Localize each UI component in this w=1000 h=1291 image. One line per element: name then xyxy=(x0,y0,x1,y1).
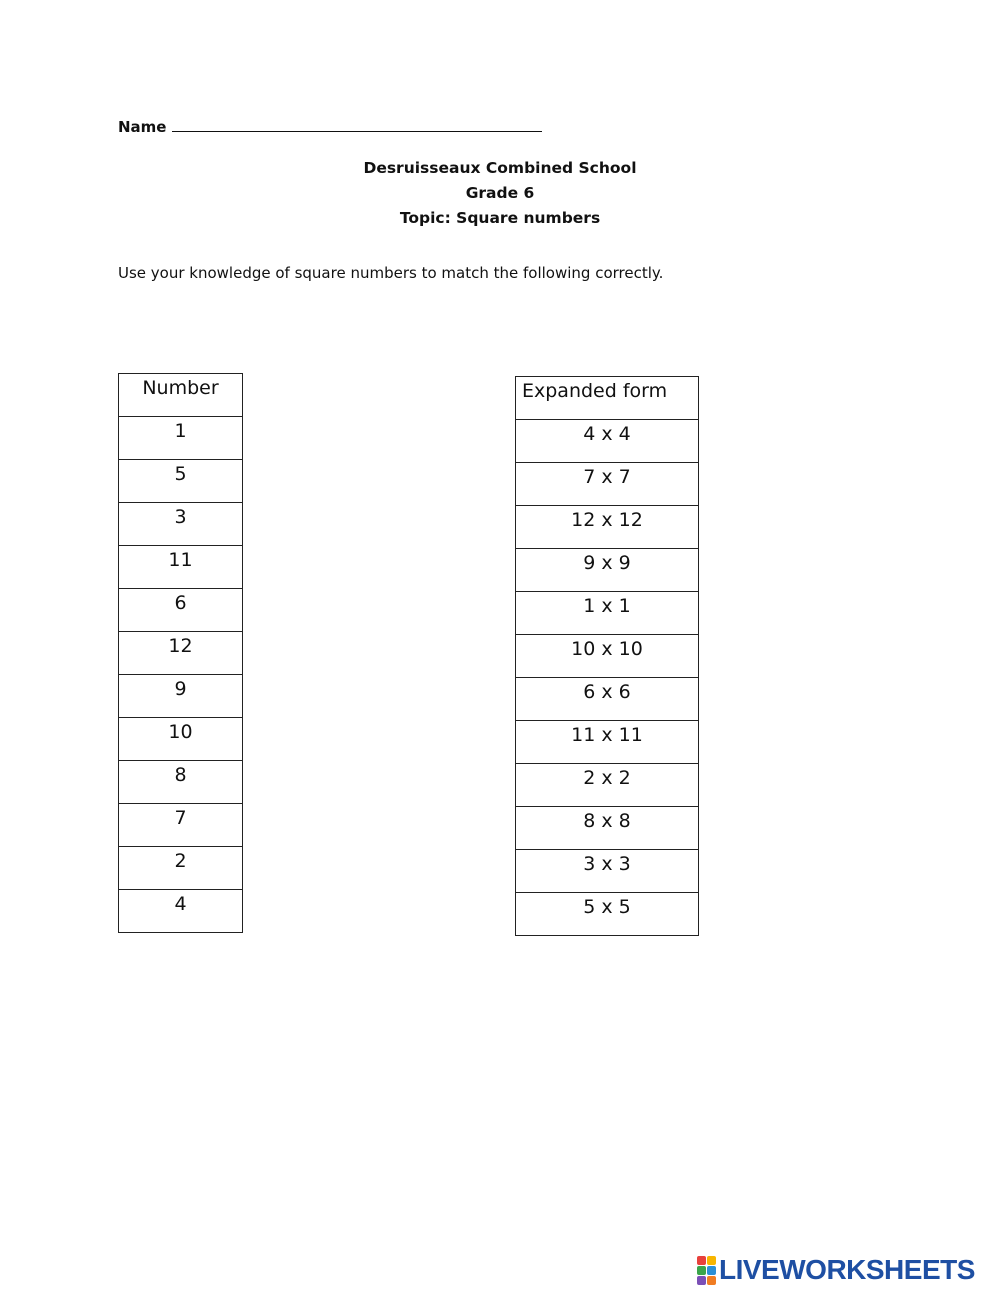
school-name: Desruisseaux Combined School xyxy=(363,159,637,177)
logo-tile xyxy=(707,1266,716,1275)
grade-label: Grade 6 xyxy=(465,184,535,202)
expanded-form-cell[interactable]: 6 x 6 xyxy=(516,678,699,721)
expanded-form-cell[interactable]: 11 x 11 xyxy=(516,721,699,764)
expanded-form-cell[interactable]: 1 x 1 xyxy=(516,592,699,635)
expanded-form-cell[interactable]: 4 x 4 xyxy=(516,420,699,463)
number-cell[interactable]: 5 xyxy=(119,460,243,503)
logo-tile xyxy=(697,1266,706,1275)
numbers-table-header: Number xyxy=(119,374,243,417)
expanded-form-cell[interactable]: 3 x 3 xyxy=(516,850,699,893)
expanded-form-cell[interactable]: 9 x 9 xyxy=(516,549,699,592)
number-cell[interactable]: 12 xyxy=(119,632,243,675)
number-cell[interactable]: 4 xyxy=(119,890,243,933)
logo-tile xyxy=(697,1276,706,1285)
expanded-form-cell[interactable]: 2 x 2 xyxy=(516,764,699,807)
expanded-form-table xyxy=(515,376,699,936)
liveworksheets-logo-icon xyxy=(697,1256,716,1285)
number-cell[interactable]: 3 xyxy=(119,503,243,546)
logo-tile xyxy=(707,1256,716,1265)
name-field xyxy=(118,118,542,136)
name-blank-line[interactable] xyxy=(172,119,542,132)
expanded-form-cell[interactable]: 8 x 8 xyxy=(516,807,699,850)
number-cell[interactable]: 10 xyxy=(119,718,243,761)
numbers-table xyxy=(118,373,243,933)
logo-tile xyxy=(707,1276,716,1285)
logo-text: LIVEWORKSHEETS xyxy=(719,1254,975,1285)
expanded-form-cell[interactable]: 10 x 10 xyxy=(516,635,699,678)
worksheet-header xyxy=(0,156,1000,231)
logo-tile xyxy=(697,1256,706,1265)
instruction-text: Use your knowledge of square numbers to match the following correctly. xyxy=(118,264,664,282)
expanded-form-cell[interactable]: 12 x 12 xyxy=(516,506,699,549)
number-cell[interactable]: 7 xyxy=(119,804,243,847)
topic-label: Topic: Square numbers xyxy=(399,209,601,227)
number-cell[interactable]: 9 xyxy=(119,675,243,718)
expanded-form-cell[interactable]: 5 x 5 xyxy=(516,893,699,936)
expanded-form-cell[interactable]: 7 x 7 xyxy=(516,463,699,506)
number-cell[interactable]: 1 xyxy=(119,417,243,460)
expanded-table-header: Expanded form xyxy=(516,377,699,420)
liveworksheets-logo xyxy=(697,1255,975,1285)
number-cell[interactable]: 11 xyxy=(119,546,243,589)
number-cell[interactable]: 2 xyxy=(119,847,243,890)
number-cell[interactable]: 8 xyxy=(119,761,243,804)
name-label: Name xyxy=(118,118,167,136)
number-cell[interactable]: 6 xyxy=(119,589,243,632)
